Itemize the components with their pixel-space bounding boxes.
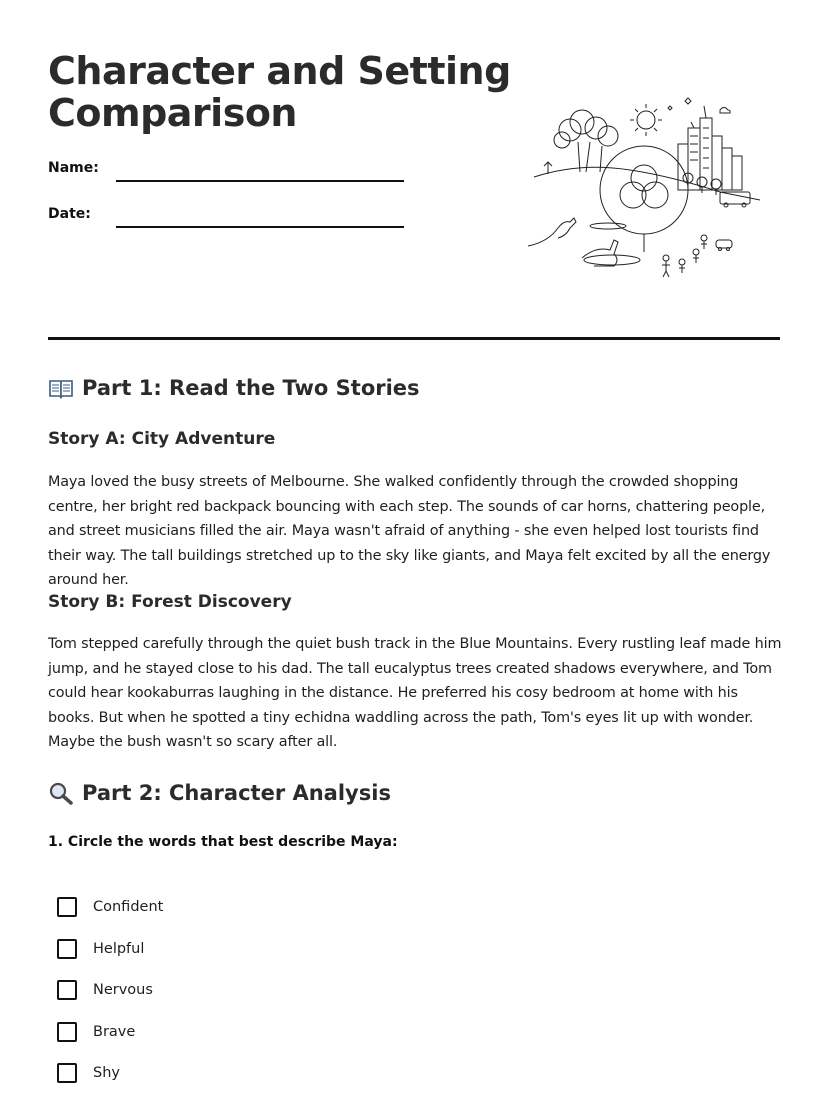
city-bush-illustration [520,92,768,282]
checkbox[interactable] [57,1063,77,1083]
date-label: Date: [48,206,91,222]
part2-heading [48,781,391,805]
option-label: Helpful [93,941,145,957]
magnifier-icon [48,781,74,805]
worksheet-title: Character and Setting Comparison [48,49,511,135]
option-brave[interactable] [57,1022,135,1042]
story-a-heading: Story A: City Adventure [48,429,276,449]
option-helpful[interactable] [57,939,144,959]
option-label: Nervous [93,982,153,998]
name-line[interactable] [116,180,404,182]
option-label: Shy [93,1065,120,1081]
name-label: Name: [48,160,99,176]
option-nervous[interactable] [57,980,153,1000]
checkbox[interactable] [57,897,77,917]
date-line[interactable] [116,226,404,228]
story-b-text: Tom stepped carefully through the quiet bush track in the Blue Mountains. Every rustling leaf made him jump, and he stayed close to his dad. The tall eucalyptus trees created shadows everywhere, and Tom could hear kookaburras laughing in the distance. He preferred his cosy bedroom at home with his books. But when he spotted a tiny echidna waddling across the path, Tom's eyes lit up with wonder. Maybe the bush wasn't so scary after all. [48,636,782,751]
option-shy[interactable] [57,1063,120,1083]
story-a-text: Maya loved the busy streets of Melbourne. She walked confidently through the crowded shopping centre, her bright red backpack bouncing with each step. The sounds of car horns, chattering people, and street musicians filled the air. Maya wasn't afraid of anything - she even helped lost tourists find their way. The tall buildings stretched up to the sky like giants, and Maya felt excited by all the energy around her. [48,474,771,589]
open-book-icon [48,376,74,400]
question-1: 1. Circle the words that best describe Maya: [48,834,398,850]
section-divider [48,337,780,340]
checkbox[interactable] [57,939,77,959]
story-b-heading: Story B: Forest Discovery [48,592,292,612]
part1-heading-text: Part 1: Read the Two Stories [82,376,420,400]
checkbox[interactable] [57,980,77,1000]
option-confident[interactable] [57,897,163,917]
part2-heading-text: Part 2: Character Analysis [82,781,391,805]
option-label: Brave [93,1024,136,1040]
part1-heading [48,376,420,400]
checkbox[interactable] [57,1022,77,1042]
option-label: Confident [93,899,164,915]
